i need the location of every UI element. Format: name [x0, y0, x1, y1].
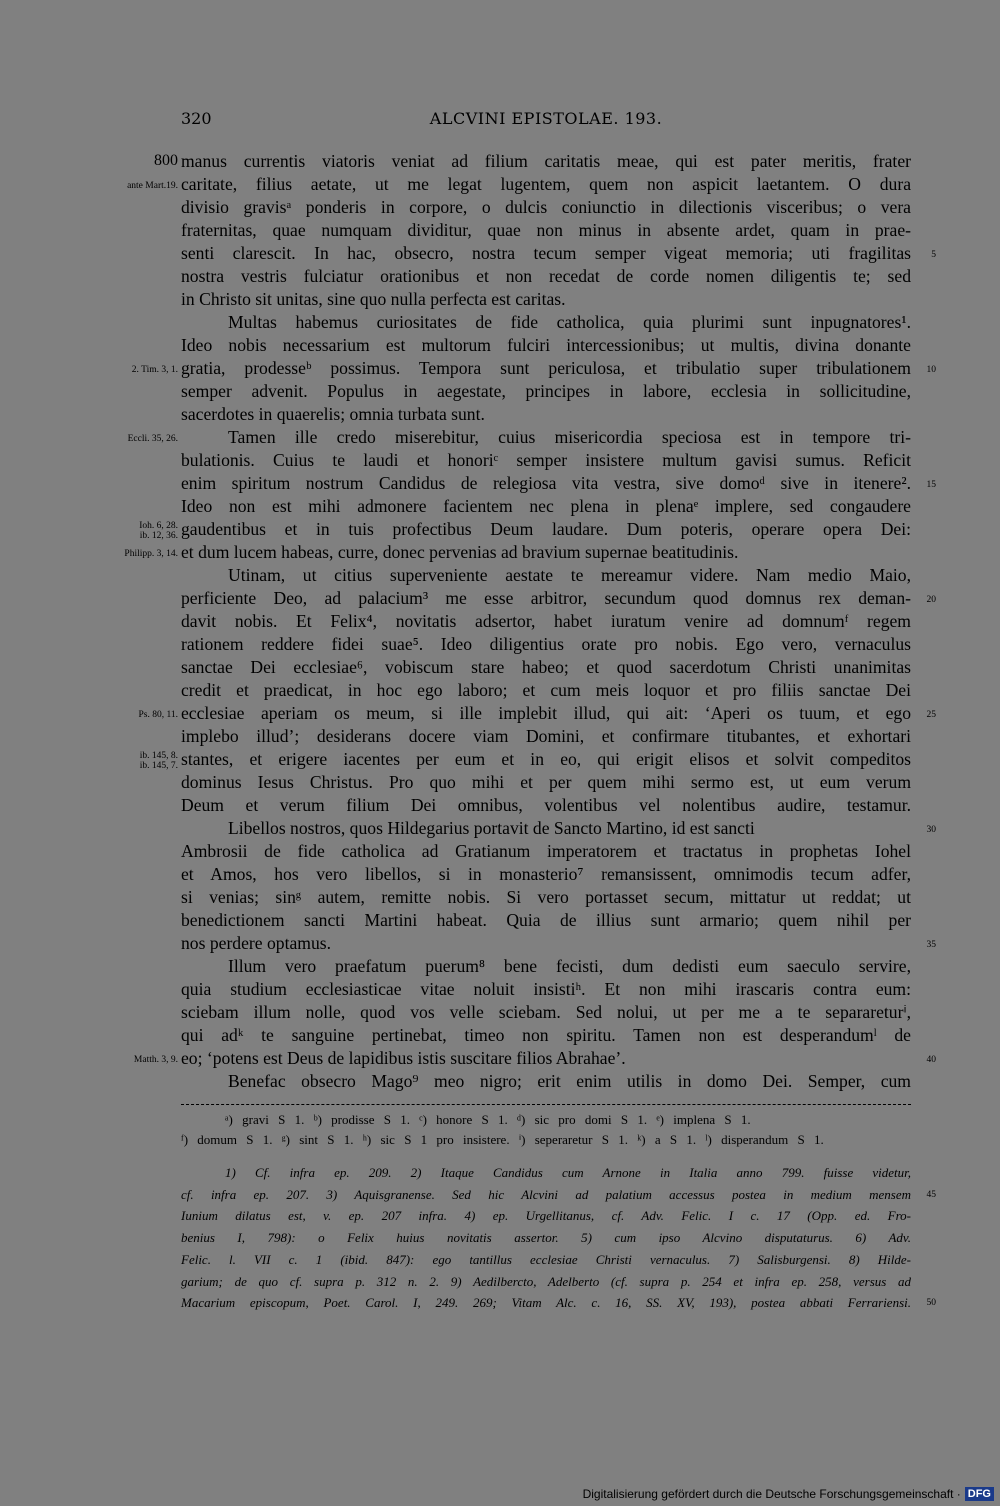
text-line: perficiente Deo, ad palacium³ me esse arbitror, secundum quod domnus rex deman-	[181, 588, 911, 608]
text-line: gratia, prodesseᵇ possimus. Tempora sunt periculosa, et tribulatio super tribulationem	[181, 358, 911, 378]
text-line: Illum vero praefatum puerum⁸ bene fecisti, dum dedisti eum saeculo servire,	[228, 956, 911, 976]
text-line: Ideo non est mihi admonere facientem nec plena in plenaᵉ implere, sed congaudere	[181, 496, 911, 516]
line-number: 15	[926, 480, 936, 490]
text-line: caritate, filius aetate, ut me legat lugentem, quem non aspicit laetantem. O dura	[181, 174, 911, 194]
text-line: semper advenit. Populus in aegestate, principes in labore, ecclesia in sollicitudine,	[181, 381, 911, 401]
digitization-credit	[583, 1486, 994, 1502]
text-line: in Christo sit unitas, sine quo nulla perfecta est caritas.	[181, 289, 566, 309]
text-line: stantes, et erigere iacentes per eum et in eo, qui erigit elisos et solvit compeditos	[181, 749, 911, 769]
text-line: si venias; sinᵍ autem, remitte nobis. Si vero portasset secum, mittatur ut reddat; ut	[181, 887, 911, 907]
running-header	[181, 109, 911, 133]
text-line: nostra vestris fulciatur orationibus et non recedat de corde nomen diligentis te; sed	[181, 266, 911, 286]
line-number: 35	[926, 940, 936, 950]
scripture-reference: 2. Tim. 3, 1.	[131, 365, 178, 375]
text-line: fraternitas, quae numquam dividitur, quae non minus in absente ardet, quam in prae-	[181, 220, 911, 240]
text-line: et Amos, hos vero libellos, si in monasterio⁷ remansissent, omnimodis tecum adfer,	[181, 864, 911, 884]
year-marker: 800	[154, 152, 178, 169]
scripture-reference: Philipp. 3, 14.	[124, 549, 178, 559]
footnote-line: Felic. l. VII c. 1 (ibid. 847): ego tantillus ecclesiae Christi vernaculus. 7) Salisburgensi. 8) Hilde-	[181, 1251, 911, 1267]
text-line: enim spiritum nostrum Candidus de relegiosa vita vestra, sive domoᵈ sive in itenere².	[181, 473, 911, 493]
footnote-line: benius I, 798): o Felix huius novitatis assertor. 5) cum ipso Alcvino disputaturus. 6) Adv.	[181, 1230, 911, 1246]
text-line: senti clarescit. In hac, obsecro, nostra tecum semper vigeat memoria; uti fragilitas	[181, 243, 911, 263]
line-number: 50	[926, 1298, 936, 1309]
text-line: bulationis. Cuius te laudi et honoriᶜ semper insistere multum gavisi sumus. Reficit	[181, 450, 911, 470]
running-title	[181, 109, 911, 128]
line-number: 45	[926, 1189, 936, 1200]
text-line: qui adᵏ te sanguine pertinebat, timeo non spiritu. Tamen non est desperandumˡ de	[181, 1025, 911, 1045]
text-line: implebo illud’; desiderans docere viam Domini, et confirmare titubantes, et exhortari	[181, 726, 911, 746]
footnote-line: Macarium episcopum, Poet. Carol. I, 249. 269; Vitam Alc. c. 16, SS. XV, 193), postea abbati Ferrariensi.	[181, 1295, 911, 1311]
text-line: davit nobis. Et Felix⁴, novitatis adsertor, habet iuratum venire ad domnumᶠ regem	[181, 611, 911, 631]
scripture-reference: Eccli. 35, 26.	[127, 434, 178, 444]
text-line: benedictionem sancti Martini habeat. Quia de illius sunt armario; quem nihil per	[181, 910, 911, 930]
page-number: 320	[181, 109, 212, 128]
text-line: Utinam, ut citius superveniente aestate te mereamur videre. Nam medio Maio,	[228, 565, 911, 585]
text-line: divisio gravisᵃ ponderis in corpore, o dulcis coniunctio in dilectionis visceribus; o vera	[181, 197, 911, 217]
text-line: ecclesiae aperiam os meum, si ille implebit illud, qui ait: ‘Aperi os tuum, et ego	[181, 703, 911, 723]
footnote-line: cf. infra ep. 207. 3) Aquisgranense. Sed hic Alcvini ad palatium accessus postea in medium mensem	[181, 1186, 911, 1202]
credit-text: Digitalisierung gefördert durch die Deutsche Forschungsgemeinschaft ·	[582, 1487, 961, 1501]
text-line: Libellos nostros, quos Hildegarius portavit de Sancto Martino, id est sancti	[228, 818, 755, 838]
scripture-reference: Matth. 3, 9.	[133, 1055, 178, 1065]
scripture-reference: Ioh. 6, 28. ib. 12, 36.	[139, 521, 178, 541]
dfg-logo: DFG	[965, 1487, 994, 1501]
line-number: 5	[931, 250, 936, 260]
footnote-line: Iunium dilatus est, v. ep. 207 infra. 4) ep. Urgellitanus, cf. Adv. Felic. I c. 17 (Opp. ed. Fro-	[181, 1208, 911, 1224]
text-line: Ambrosii de fide catholica ad Gratianum imperatorem et tractatus in prophetas Iohel	[181, 841, 911, 861]
apparatus-line: ᵃ) gravi S 1. ᵇ) prodisse S 1. ᶜ) honore S 1. ᵈ) sic pro domi S 1. ᵉ) implena S 1.	[225, 1112, 751, 1127]
footnote-divider	[181, 1104, 911, 1105]
scripture-reference: Ps. 80, 11.	[138, 710, 178, 720]
apparatus-line: ᶠ) domum S 1. ᵍ) sint S 1. ʰ) sic S 1 pro insistere. ⁱ) seperaretur S 1. ᵏ) a S 1. ˡ) disperandum S 1.	[181, 1132, 824, 1147]
epistle-number: 193.	[624, 109, 663, 128]
scripture-reference: ib. 145, 8. ib. 145, 7.	[139, 751, 178, 771]
text-line: sciebam illum nolle, quod vos velle sciebam. Sed nolui, ut per me a te separareturⁱ,	[181, 1002, 911, 1022]
text-line: dominus Iesus Christus. Pro quo mihi et per quem mihi sermo est, ut eum verum	[181, 772, 911, 792]
text-line: rationem reddere fidei suae⁵. Ideo diligentius orate pro nobis. Ego vero, vernaculus	[181, 634, 911, 654]
text-line: Tamen ille credo miserebitur, cuius misericordia speciosa est in tempore tri-	[228, 427, 911, 447]
footnote-line: 1) Cf. infra ep. 209. 2) Itaque Candidus cum Arnone in Italia anno 799. fuisse videtur,	[225, 1165, 911, 1180]
text-line: quia studium ecclesiasticae vitae noluit insistiʰ. Et non mihi irascaris contra eum:	[181, 979, 911, 999]
text-line: Deum et verum filium Dei omnibus, volentibus vel nolentibus audire, testamur.	[181, 795, 911, 815]
line-number: 30	[926, 825, 936, 835]
line-number: 40	[926, 1055, 936, 1065]
text-line: et dum lucem habeas, curre, donec pervenias ad bravium supernae beatitudinis.	[181, 542, 739, 562]
text-line: eo; ‘potens est Deus de lapidibus istis suscitare filios Abrahae’.	[181, 1048, 626, 1068]
text-line: manus currentis viatoris veniat ad filium caritatis meae, qui est pater meritis, frater	[181, 151, 911, 171]
running-title-text: ALCVINI EPISTOLAE.	[429, 109, 619, 128]
scripture-reference: ante Mart.19.	[127, 181, 178, 191]
text-line: Ideo nobis necessarium est multorum fulciri intercessionibus; ut multis, divina donante	[181, 335, 911, 355]
line-number: 20	[926, 595, 936, 605]
line-number: 25	[926, 710, 936, 720]
text-line: Multas habemus curiositates de fide catholica, quia plurimi sunt inpugnatores¹.	[228, 312, 911, 332]
text-line: sanctae Dei ecclesiae⁶, vobiscum stare habeo; et quod sacerdotum Christi unanimitas	[181, 657, 911, 677]
footnote-line: garium; de quo cf. supra p. 312 n. 2. 9) Aedilbercto, Adelberto (cf. supra p. 254 et infra ep. 258, versus ad	[181, 1273, 911, 1289]
text-line: credit et praedicat, in hoc ego laboro; et cum meis loquor et pro filiis sanctae Dei	[181, 680, 911, 700]
text-line: sacerdotes in quaerelis; omnia turbata sunt.	[181, 404, 485, 424]
text-line: nos perdere optamus.	[181, 933, 331, 953]
line-number: 10	[926, 365, 936, 375]
text-line: gaudentibus et in tuis profectibus Deum laudare. Dum poteris, operare opera Dei:	[181, 519, 911, 539]
text-line: Benefac obsecro Mago⁹ meo nigro; erit enim utilis in domo Dei. Semper, cum	[228, 1071, 911, 1091]
